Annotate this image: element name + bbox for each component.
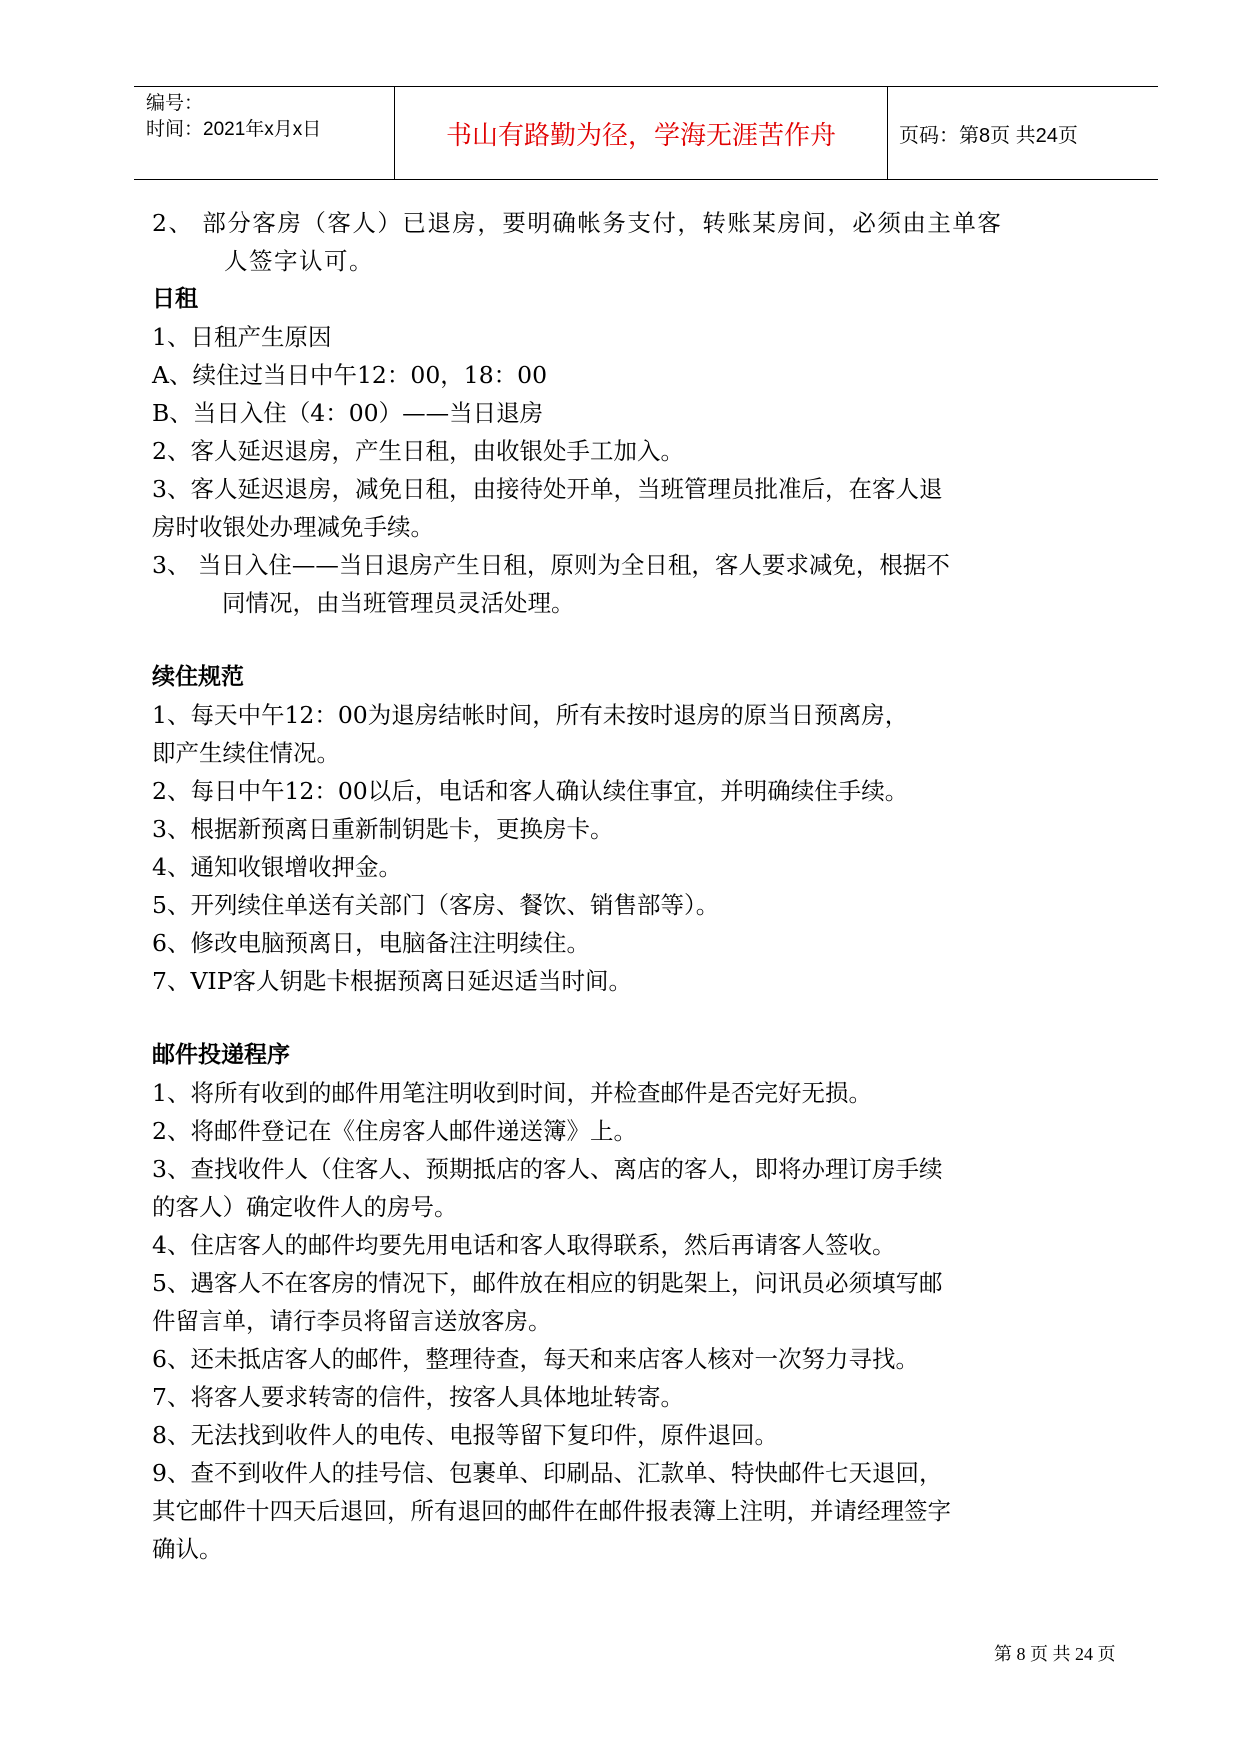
spacer <box>152 622 1152 658</box>
paragraph: 人签字认可。 <box>224 247 374 275</box>
paragraph: 房时收银处办理减免手续。 <box>152 513 434 541</box>
time-label: 时间：2021年x月x日 <box>146 119 322 140</box>
paragraph: 3、查找收件人（住客人、预期抵店的客人、离店的客人，即将办理订房手续 <box>152 1155 943 1183</box>
page-header <box>134 86 1158 180</box>
page-footer: 第 8 页 共 24 页 <box>994 1644 1116 1664</box>
paragraph: 5、遇客人不在客房的情况下，邮件放在相应的钥匙架上，问讯员必须填写邮 <box>152 1269 943 1297</box>
paragraph: 6、修改电脑预离日，电脑备注注明续住。 <box>152 929 590 957</box>
number-label: 编号： <box>146 93 204 114</box>
paragraph: 3、 当日入住——当日退房产生日租，原则为全日租，客人要求减免，根据不 <box>152 551 950 579</box>
paragraph: 的客人）确定收件人的房号。 <box>152 1193 458 1221</box>
document-body <box>152 204 1152 1568</box>
paragraph: B、当日入住（4：00）——当日退房 <box>152 399 544 427</box>
paragraph: 9、查不到收件人的挂号信、包裹单、印刷品、汇款单、特快邮件七天退回， <box>152 1459 943 1487</box>
section-title-mail: 邮件投递程序 <box>152 1041 290 1068</box>
paragraph: 2、客人延迟退房，产生日租，由收银处手工加入。 <box>152 437 684 465</box>
paragraph: A、续住过当日中午12：00，18：00 <box>152 361 548 389</box>
section-title-stay: 续住规范 <box>152 663 244 690</box>
paragraph: 1、每天中午12：00为退房结帐时间，所有未按时退房的原当日预离房， <box>152 701 909 729</box>
paragraph: 7、将客人要求转寄的信件，按客人具体地址转寄。 <box>152 1383 684 1411</box>
paragraph: 2、将邮件登记在《住房客人邮件递送簿》上。 <box>152 1117 637 1145</box>
paragraph: 8、无法找到收件人的电传、电报等留下复印件，原件退回。 <box>152 1421 778 1449</box>
paragraph: 5、开列续住单送有关部门（客房、餐饮、销售部等）。 <box>152 891 720 919</box>
paragraph: 4、住店客人的邮件均要先用电话和客人取得联系，然后再请客人签收。 <box>152 1231 896 1259</box>
paragraph: 2、每日中午12：00以后，电话和客人确认续住事宜，并明确续住手续。 <box>152 777 909 805</box>
paragraph: 1、日租产生原因 <box>152 323 332 351</box>
paragraph: 同情况，由当班管理员灵活处理。 <box>222 589 575 617</box>
page-code: 页码：第8页 共24页 <box>899 124 1078 147</box>
spacer <box>152 1000 1152 1036</box>
paragraph: 4、通知收银增收押金。 <box>152 853 402 881</box>
paragraph: 7、VIP客人钥匙卡根据预离日延迟适当时间。 <box>152 967 633 995</box>
paragraph: 其它邮件十四天后退回，所有退回的邮件在邮件报表簿上注明，并请经理签字 <box>152 1497 951 1525</box>
paragraph: 6、还未抵店客人的邮件，整理待查，每天和来店客人核对一次努力寻找。 <box>152 1345 919 1373</box>
paragraph: 3、根据新预离日重新制钥匙卡，更换房卡。 <box>152 815 614 843</box>
paragraph: 2、 部分客房（客人）已退房，要明确帐务支付，转账某房间，必须由主单客 <box>152 209 1003 237</box>
paragraph: 1、将所有收到的邮件用笔注明收到时间，并检查邮件是否完好无损。 <box>152 1079 872 1107</box>
paragraph: 确认。 <box>152 1535 223 1563</box>
paragraph: 即产生续住情况。 <box>152 739 340 767</box>
paragraph: 3、客人延迟退房，减免日租，由接待处开单，当班管理员批准后，在客人退 <box>152 475 943 503</box>
header-motto-cell <box>394 87 888 179</box>
header-page-cell <box>887 87 1158 179</box>
section-title-day-rent: 日租 <box>152 285 198 312</box>
motto: 书山有路勤为径，学海无涯苦作舟 <box>445 120 836 151</box>
header-meta <box>134 87 394 179</box>
paragraph: 件留言单，请行李员将留言送放客房。 <box>152 1307 552 1335</box>
